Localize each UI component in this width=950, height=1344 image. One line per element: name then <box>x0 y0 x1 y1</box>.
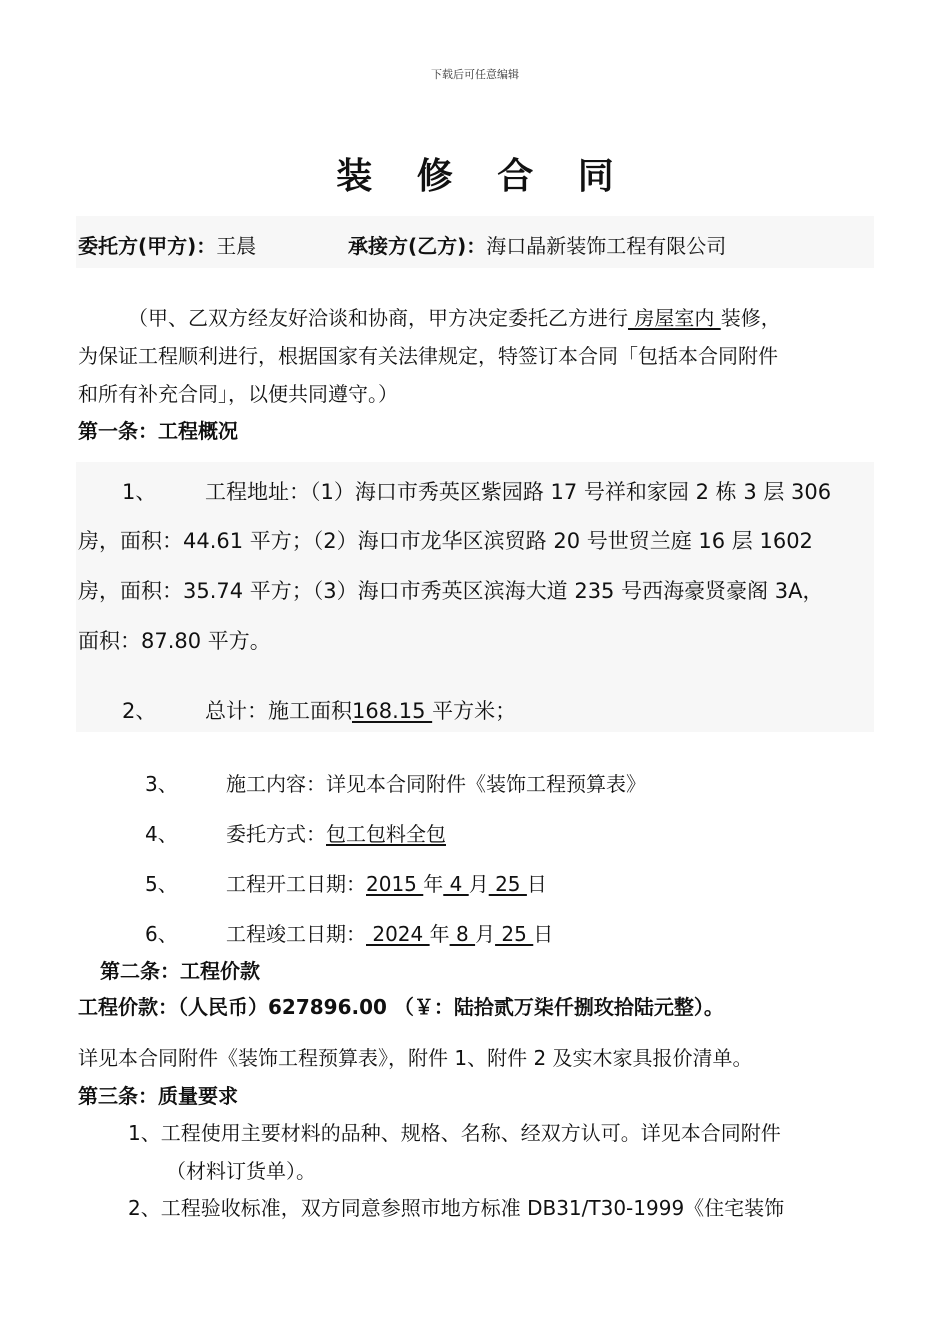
preamble-line-3: 和所有补充合同」，以便共同遵守。） <box>78 382 398 406</box>
commission-method: 委托方式：包工包料全包 <box>226 822 446 846</box>
address-line-3: 房，面积：35.74 平方；（3）海口市秀英区滨海大道 235 号西海豪贤豪阁 3A， <box>78 579 824 603</box>
start-date: 工程开工日期：2015 年 4 月 25 日 <box>226 872 547 896</box>
completion-date: 工程竣工日期： 2024 年 8 月 25 日 <box>226 922 554 946</box>
preamble-line-2: 为保证工程顺利进行，根据国家有关法律规定，特签订本合同「包括本合同附件 <box>78 344 778 368</box>
item-3-number: 3、 <box>145 772 178 796</box>
item-4-number: 4、 <box>145 822 178 846</box>
start-month: 4 <box>443 872 469 896</box>
parties-line <box>78 230 256 259</box>
renovation-type-field: 房屋室内 <box>628 306 721 330</box>
contractor-label: 承接方(乙方)： <box>348 234 487 258</box>
commission-method-value: 包工包料全包 <box>326 822 446 846</box>
item-6-number: 6、 <box>145 922 178 946</box>
preamble-line-1: （甲、乙双方经友好洽谈和协商，甲方决定委托乙方进行 房屋室内 装修， <box>128 306 781 330</box>
item-5-number: 5、 <box>145 872 178 896</box>
item-2-number: 2、 <box>122 699 157 723</box>
address-line-4: 面积：87.80 平方。 <box>78 629 271 653</box>
client-name: 王晨 <box>216 234 257 258</box>
end-year: 2024 <box>366 922 430 946</box>
contractor-name: 海口晶新装饰工程有限公司 <box>486 234 727 258</box>
quality-item-1-line-2: （材料订货单）。 <box>166 1159 316 1183</box>
start-year: 2015 <box>366 872 424 896</box>
client-label: 委托方(甲方)： <box>78 234 217 258</box>
end-day: 25 <box>495 922 534 946</box>
address-line-1: 工程地址：（1）海口市秀英区紫园路 17 号祥和家园 2 栋 3 层 306 <box>205 480 832 504</box>
quality-item-1-line-1: 1、工程使用主要材料的品种、规格、名称、经双方认可。详见本合同附件 <box>128 1121 781 1145</box>
quality-item-2-line-1: 2、工程验收标准，双方同意参照市地方标准 DB31/T30-1999《住宅装饰 <box>128 1196 785 1220</box>
end-month: 8 <box>449 922 476 946</box>
header-note: 下载后可任意编辑 <box>431 68 519 81</box>
total-area-value: 168.15 <box>352 699 433 723</box>
contract-title: 装 修 合 同 <box>336 156 630 197</box>
item-1-number: 1、 <box>122 480 157 504</box>
contractor-line <box>348 230 726 259</box>
article-2-heading: 第二条：工程价款 <box>100 959 260 983</box>
construction-content: 施工内容：详见本合同附件《装饰工程预算表》 <box>226 772 646 796</box>
start-day: 25 <box>488 872 527 896</box>
contract-price: 工程价款：（人民币）627896.00 （￥：陆拾贰万柒仟捌玫拾陆元整）。 <box>78 995 724 1019</box>
price-detail: 详见本合同附件《装饰工程预算表》，附件 1、附件 2 及实木家具报价清单。 <box>78 1046 753 1070</box>
address-line-2: 房，面积：44.61 平方；（2）海口市龙华区滨贸路 20 号世贸兰庭 16 层 1602 <box>78 529 813 553</box>
total-area-line: 总计：施工面积168.15 平方米； <box>205 699 517 723</box>
article-3-heading: 第三条：质量要求 <box>78 1084 238 1108</box>
article-1-heading: 第一条：工程概况 <box>78 419 238 443</box>
